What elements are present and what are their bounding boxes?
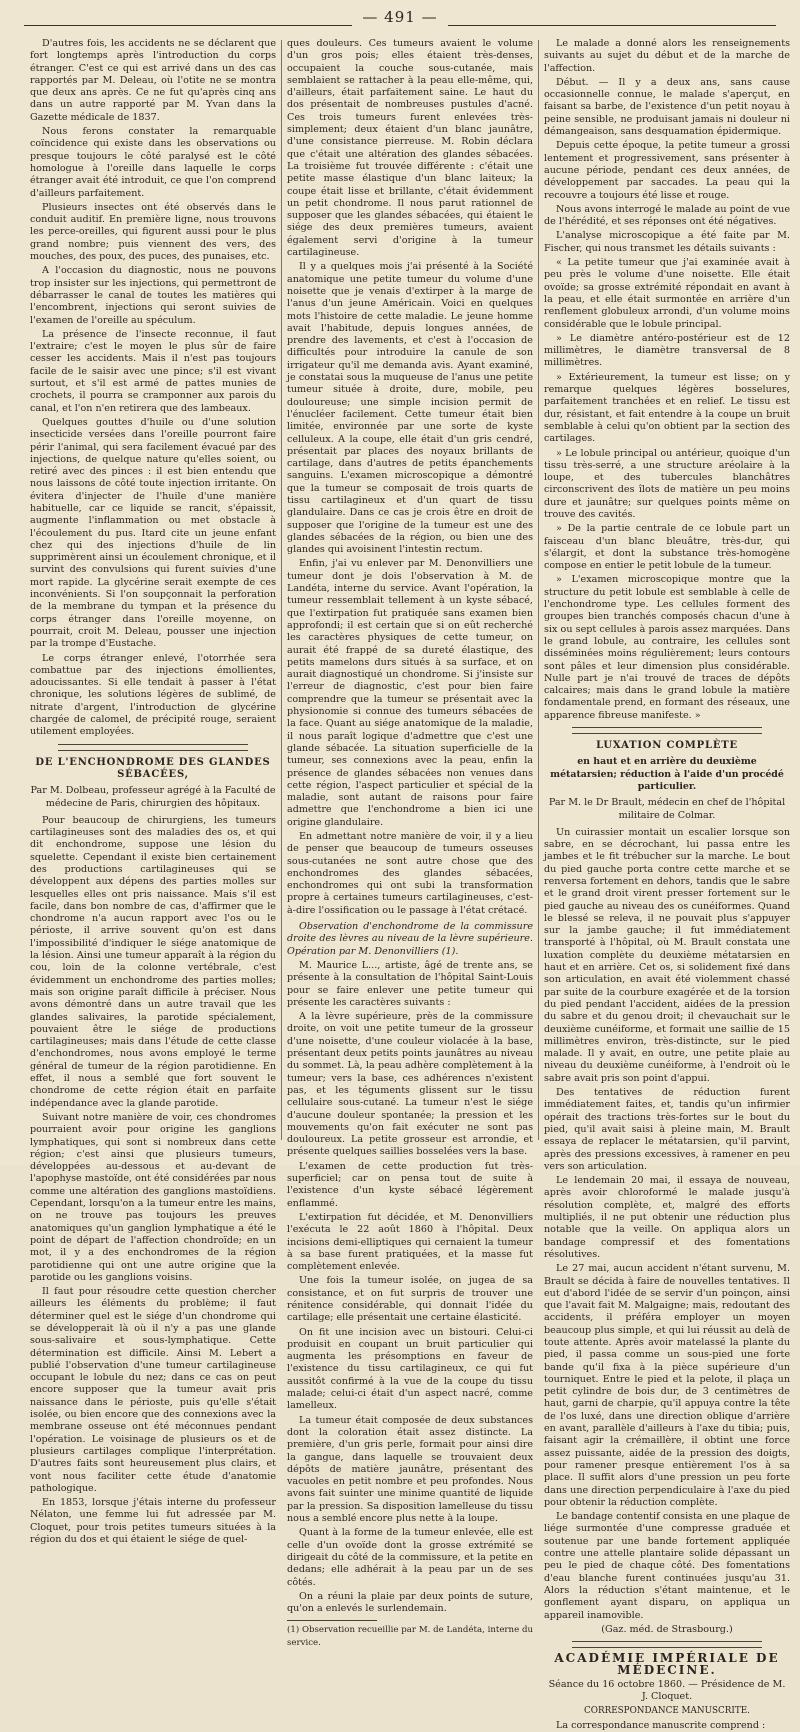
paragraph: Il y a quelques mois j'ai présenté à la Société anatomique une petite tumeur du volume d'une noisette que je venais d'extirper à la marge de l'anus d'un jeune Américain. Voici en quelques mots l'histoire de cette maladie. Le jeune homme avait l'habitude, depuis longues années, de prendre des lavements, et c'est à l'occasion de difficultés pour introduire la canule de son irrigateur qu'il me demanda avis. Ayant examiné, je constatai sous la muqueuse de l'anus une petite tumeur située à droite, dure, mobile, peu douloureuse; une simple incision permit de l'énucléer facilement. Cette tumeur était bien limitée, environnée par une sorte de kyste celluleux. A la coupe, elle était d'un gris cendré, présentait par places des noyaux brillants de cartilage, dans d'autres de petits épanchements sanguins. L'examen microscopique a démontré que la tumeur se composait de trois quarts de tissu cartilagineux et d'un quart de tissu glandulaire. Dans ce cas je crois être en droit de supposer que l'origine de la tumeur est une des glandes sébacées de la région, ou bien une des glandes qui avoisinent l'intestin rectum. [287,261,533,556]
paragraph: Pour beaucoup de chirurgiens, les tumeurs cartilagineuses sont des maladies des os, et qui dit enchondrome, suppose une lésion du squelette. Cependant il existe bien certainement des productions cartilagineuses qui se développent aux dépens des parties molles sur lesquelles elles ont pris naissance. Mais s'il est facile, dans bon nombre de cas, d'affirmer que le chondrome n'a aucun rapport avec l'os ou le périoste, il arrive souvent qu'on est dans l'impossibilité d'indiquer le siége anatomique de la lésion. Ainsi une tumeur apparaît à la région du cou, loin de la colonne vertébrale, c'est évidemment un enchondrome des parties molles; mais son origine paraît difficile à préciser. Nous avons démontré dans un autre travail que les glandes salivaires, la parotide spécialement, pouvaient être le siége de productions cartilagineuses; mais dans l'étude de cette classe d'enchondromes, nous avons employé le terme général de tumeur de la région parotidienne. En effet, il nous a semblé que fort souvent le chondrome de cette région était en parfaite indépendance avec la glande parotide. [30,814,276,1109]
subsection-heading: CORRESPONDANCE MANUSCRITE. [584,1706,750,1717]
article-subheading: en haut et en arrière du deuxième métatarsien; réduction à l'aide d'un procédé particulier. [550,756,784,792]
paragraph: « La petite tumeur que j'ai examinée avait à peu près le volume d'une noisette. Elle était ovoïde; sa grosse extrémité répondait en avant à la peau, et elle était surmontée en arrière d'un renflement globuleux arrondi, d'un volume moins considérable que le lobule principal. [544,257,790,330]
paragraph: Enfin, j'ai vu enlever par M. Denonvilliers une tumeur dont je dois l'observation à M. de Landéta, interne du service. Avant l'opération, la tumeur ressemblait tellement à un kyste sébacé, que l'extirpation fut pratiquée sans examen bien approfondi; il est certain que si on eût recherché les caractères physiques de cette tumeur, on aurait été frappé de sa dureté élastique, des petits mamelons durs situés à sa surface, et on aurait diagnostiqué un chondrome. Si j'insiste sur l'erreur de diagnostic, c'est pour bien faire comprendre que la tumeur se présentait avec la physionomie si connue des tumeurs sébacées de la face. Quant au siége anatomique de la maladie, il nous paraît logique d'admettre que c'est une glande sébacée. La situation superficielle de la tumeur, ses connexions avec la peau, enfin la présence de glandes sébacées non venues dans cette région, l'aspect particulier et spécial de la maladie, sont autant de raisons pour faire admettre que l'enchondrome a bien ici une origine glandulaire. [287,558,533,828]
ornament-divider [572,1641,762,1648]
paragraph: Quelques gouttes d'huile ou d'une solution insecticide versées dans l'oreille pourront faire périr l'animal, qui sera facilement évacué par des injections, de quelque nature qu'elles soient, ou retiré avec des pinces : il est bien entendu que nous laissons de côté toute injection irritante. On évitera d'injecter de l'huile d'une manière habituelle, car ce liquide se rancit, s'épaissit, augmente l'inflammation ou met obstacle à l'écoulement du pus. Itard cite un jeune enfant chez qui des injections d'huile de lin supprimèrent ainsi un écoulement chronique, et il survint des convulsions qui furent suivies d'une mort rapide. La glycérine serait exempte de ces inconvénients. Si l'on soupçonnait la perforation de la membrane du tympan et la présence du corps étranger dans l'oreille moyenne, on pourrait, croit M. Deleau, pousser une injection par la trompe d'Eustache. [30,416,276,650]
article-author: Par M. Dolbeau, professeur agrégé à la Faculté de médecine de Paris, chirurgien des hôpitaux. [30,785,276,809]
paragraph: Le 27 mai, aucun accident n'étant survenu, M. Brault se décida à faire de nouvelles tentatives. Il eut d'abord l'idée de se servir d'un poinçon, ainsi que l'avait fait M. Malgaigne; mais, redoutant des accidents, il préféra employer un moyen beaucoup plus simple, et qui lui réussit au delà de toute attente. Après avoir matelassé la plante du pied, il passa comme un sous-pied une forte bande qu'il fixa à la pièce supérieure d'un tourniquet. Entre le pied et la pelote, il plaça un petit cylindre de bois dur, de 3 centimètres de haut, garni de charpie, qu'il appuya contre la tête de l'os luxé, dans une direction oblique d'arrière en avant, parallèle d'ailleurs à l'axe du tibia; puis, faisant agir la crémaillère, il obtint une force assez puissante, aidée de la pression des doigts, pour ramener presque entièrement l'os à sa place. Il suffit alors d'une pression un peu forte dans une direction perpendiculaire à l'axe du pied pour obtenir la réduction complète. [544,1263,790,1508]
article-heading: DE L'ENCHONDROME DES GLANDES SÉBACÉES, [35,756,271,780]
paragraph: ques douleurs. Ces tumeurs avaient le volume d'un gros pois; elles étaient très-denses, occupaient la couche sous-cutanée, mais semblaient se rattacher à la peau elle-même, qui, d'ailleurs, était parfaitement saine. Le haut du dos présentait de nombreuses pustules d'acné. Ces trois tumeurs furent enlevées très-simplement; deux étaient d'un blanc jaunâtre, d'une consistance pierreuse. M. Robin déclara que c'était une altération des glandes sébacées. La troisième fut trouvée différente : c'était une petite masse élastique d'un blanc laiteux; la coupe était lisse et brillante, c'était évidemment un petit chondrome. Il nous parut rationnel de supposer que les glandes sébacées, qui étaient le siége des deux premières tumeurs, avaient également servi d'origine à la tumeur cartilagineuse. [287,38,533,259]
column-1 [30,38,276,1546]
article-author: Par M. le Dr Brault, médecin en chef de l'hôpital militaire de Colmar. [548,797,786,821]
paragraph: » Extérieurement, la tumeur est lisse; on y remarque quelques légères bosselures, parfaitement tranchées et en relief. Le tissu est dur, résistant, et fait entendre à la coupe un bruit semblable à celui qu'on obtient par la section des cartilages. [544,371,790,445]
paragraph: » L'examen microscopique montre que la structure du petit lobule est semblable à celle de l'enchondrome type. Les cellules forment des groupes bien tranchés composés chacun d'une à six ou sept cellules à parois assez marquées. Dans le grand lobule, au contraire, les cellules sont disséminées moins régulièrement; leurs contours sont pâles et leur dimension plus considérable. Nulle part je n'ai trouvé de traces de dépôts calcaires; mais dans le grand lobule la matière fondamentale prend, en formant des réseaux, une apparence fibreuse manifeste. » [544,574,790,721]
paragraph: Depuis cette époque, la petite tumeur a grossi lentement et progressivement, sans présenter à aucune période, pendant ces deux années, de développement par saccades. La peau qui la recouvre a toujours été lisse et rouge. [544,140,790,201]
page-header [0,6,800,32]
footnote-rule [287,1620,377,1621]
paragraph: En admettant notre manière de voir, il y a lieu de penser que beaucoup de tumeurs osseuses sous-cutanées ne sont autre chose que des enchondromes des glandes sébacées, enchondromes qui ont subi la transformation propre à certaines tumeurs cartilagineuses, c'est-à-dire l'ossification ou le passage à l'état crétacé. [287,831,533,916]
paragraph: La tumeur était composée de deux substances dont la coloration était assez distincte. La première, d'un gris perle, formait pour ainsi dire la gangue, dans laquelle se trouvaient deux dépôts de matière jaunâtre, présentant des vacuoles en petit nombre et peu profondes. Nous avons fait suinter une minime quantité de liquide par la pression. Sa disposition lamelleuse du tissu nous a semblé encore plus nette à la loupe. [287,1414,533,1525]
column-separator [281,40,282,1140]
paragraph: Le lendemain 20 mai, il essaya de nouveau, après avoir chloroformé le malade jusqu'à résolution complète, et, malgré des efforts multipliés, il ne put obtenir une réduction plus notable que la veille. On appliqua alors un bandage compressif et des fomentations résolutives. [544,1175,790,1260]
paragraph: Début. — Il y a deux ans, sans cause occasionnelle connue, le malade s'aperçut, en faisant sa barbe, de l'existence d'un petit noyau à peine sensible, ne produisant jamais ni douleur ni démangeaison, sans desquamation épidermique. [544,76,790,138]
paragraph: La correspondance manuscrite comprend : [556,1719,766,1731]
article-heading: LUXATION COMPLÈTE [596,740,738,752]
paragraph: Le bandage contentif consista en une plaque de liége surmontée d'une compresse graduée et soutenue par une bande fortement appliquée contre une attelle plantaire solide dépassant un peu le pied de chaque côté. Des fomentations d'eau blanche furent continuées jusqu'au 31. Alors la réduction s'étant maintenue, et le gonflement ayant disparu, on appliqua un appareil inamovible. [544,1511,790,1621]
paragraph: Le corps étranger enlevé, l'otorrhée sera combattue par des injections émollientes, adoucissantes. Si elle tendait à passer à l'état chronique, les solutions légères de sublimé, de nitrate d'argent, l'introduction de glycérine chargée de calomel, de précipité rouge, seraient utilement employées. [30,652,276,738]
paragraph: A la lèvre supérieure, près de la commissure droite, on voit une petite tumeur de la grosseur d'une noisette, d'une couleur violacée à la base, présentant deux petits points jaunâtres au niveau du sommet. Là, la peau adhère complètement à la tumeur; vers la base, ces adhérences n'existent pas, et les téguments glissent sur le tissu cellulaire sous-cutané. La tumeur n'est le siége d'aucune douleur spontanée; la pression et les mouvements qu'on fait exécuter ne sont pas douloureux. La petite grosseur est arrondie, et présente quelques saillies bosselées vers la base. [287,1011,533,1158]
column-2 [287,38,533,1648]
paragraph: La présence de l'insecte reconnue, il faut l'extraire; c'est le moyen le plus sûr de faire cesser les accidents. Mais il n'est pas toujours facile de le saisir avec une pince; s'il est vivant surtout, et s'il est armé de pattes munies de crochets, il pourra se cramponner aux parois du canal, et l'on n'en retirera que des lambeaux. [30,328,276,414]
paragraph: Le malade a donné alors les renseignements suivants au sujet du début et de la marche de l'affection. [544,38,790,74]
paragraph: Une fois la tumeur isolée, on jugea de sa consistance, et on fut surpris de trouver une rénitence considérable, qui donnait l'idée du cartilage; elle présentait une certaine élasticité. [287,1275,533,1324]
column-separator [538,40,539,1140]
paragraph: » Le lobule principal ou antérieur, quoique d'un tissu très-serré, a une structure aréolaire à la loupe, et des tubercules blanchâtres circonscrivent des îlots de matière un peu moins dure et jaunâtre; sur quelques points même on trouve des cavités. [544,447,790,520]
paragraph: Plusieurs insectes ont été observés dans le conduit auditif. En première ligne, nous trouvons les perce-oreilles, qui figurent aussi pour le plus grand nombre; puis viennent des vers, des mouches, des poux, des puces, des punaises, etc. [30,201,276,263]
paragraph: Quant à la forme de la tumeur enlevée, elle est celle d'un ovoïde dont la grosse extrémité se dirigeait du côté de la commissure, et la petite en dedans; elle adhérait à la peau par un de ses côtés. [287,1527,533,1588]
paragraph: D'autres fois, les accidents ne se déclarent que fort longtemps après l'introduction du corps étranger. C'est ce qui est arrivé dans un des cas rapportés par M. Deleau, où l'otite ne se montra que deux ans après. Ce ne fut qu'après cinq ans dans un autre rapporté par M. Yvan dans la Gazette médicale de 1837. [30,38,276,123]
paragraph: A l'occasion du diagnostic, nous ne pouvons trop insister sur les injections, qui permettront de débarrasser le canal de toutes les matières qui l'encombrent, injections qui seront suivies de l'examen de l'oreille au spéculum. [30,265,276,326]
paragraph: » De la partie centrale de ce lobule part un faisceau d'un blanc bleuâtre, très-dur, qui s'élargit, et dont la substance très-homogène compose en entier le petit lobule de la tumeur. [544,523,790,572]
column-3 [544,38,790,1731]
paragraph: M. Maurice L..., artiste, âgé de trente ans, se présente à la consultation de l'hôpital Saint-Louis pour se faire enlever une petite tumeur qui présente les caractères suivants : [287,959,533,1008]
paragraph: Il faut pour résoudre cette question chercher ailleurs les éléments du problème; il faut déterminer quel est le siége d'un chondrome qui se développerait là où il n'y a pas une glande sous-salivaire et sous-lymphatique. Cette détermination est difficile. Ainsi M. Lebert a publié l'observation d'une tumeur cartilagineuse occupant le lobule du nez; dans ce cas on peut encore supposer que la tumeur avait pris naissance dans le périoste, puis qu'elle s'était isolée, ou bien encore que des connexions avec la membrane osseuse ont été méconnues pendant l'opération. Le voisinage de plusieurs os et de plusieurs cartilages complique l'interprétation. D'autres faits sont heureusement plus clairs, et vont nous faciliter cette étude d'anatomie pathologique. [30,1286,276,1494]
paragraph: En 1853, lorsque j'étais interne du professeur Nélaton, une femme lui fut adressée par M. Cloquet, pour trois petites tumeurs situées à la région du dos et qui étaient le siége de quel- [30,1497,276,1546]
paragraph: Nous ferons constater la remarquable coïncidence qui existe dans les observations ou presque toujours le côté paralysé est le côté homologue à l'oreille dans laquelle le corps étranger avait été introduit, ce que l'on comprend d'ailleurs parfaitement. [30,126,276,199]
ornament-divider [572,727,762,734]
footnote: (1) Observation recueillie par M. de Landéta, interne du service. [287,1625,533,1648]
paragraph: Un cuirassier montait un escalier lorsque son sabre, en se décrochant, lui passa entre les jambes et le fit trébucher sur la marche. Le bout du pied gauche porta contre cette marche et se renversa fortement en dehors, tandis que le sabre et le grand droit virent presser fortement sur le pied gauche au niveau des os cunéiformes. Quand le blessé se releva, il ne pouvait plus s'appuyer sur la jambe gauche; il fut immédiatement transporté à l'hôpital, où M. Brault constata une luxation complète du deuxième métatarsien en haut et en arrière. Cet os, si solidement fixé dans son articulation, en avait été violemment chassé par suite de la courbure exagérée et de la torsion du pied pendant l'accident, aidées de la pression du sabre et du genou droit; il chevauchait sur le deuxième cunéiforme, et formait une saillie de 15 millimètres environ, très-distincte, sur le pied malade. Il y avait, en outre, une petite plaie au niveau du deuxième cunéiforme, à l'endroit où le sabre avait pris son point d'appui. [544,826,790,1084]
paragraph: L'examen de cette production fut très-superficiel; car on pensa tout de suite à l'existence d'un kyste sébacé légèrement enflammé. [287,1160,533,1209]
paragraph: L'analyse microscopique a été faite par M. Fischer, qui nous transmet les détails suivants : [544,230,790,254]
paragraph: Des tentatives de réduction furent immédiatement faites, et, tandis qu'un infirmier opérait des tractions très-fortes sur le bout du pied, qu'il avait saisi à pleine main, M. Brault essaya de replacer le métatarsien, qu'il parvint, après des pressions excessives, à ramener en peu vers son articulation. [544,1087,790,1172]
paragraph: On a réuni la plaie par deux points de suture, qu'on a enlevés le surlendemain. [287,1590,533,1615]
page-number: — 491 — [0,8,800,26]
paragraph: Suivant notre manière de voir, ces chondromes pourraient avoir pour origine les ganglions lymphatiques, qui sont si nombreux dans cette région; c'est ainsi que plusieurs tumeurs, développées au-dessous et au-devant de l'apophyse mastoïde, ont été considérées par nous comme une altération des ganglions mastoïdiens. Cependant, lorsqu'on a la tumeur entre les mains, on ne trouve pas toujours les preuves anatomiques qu'un ganglion lymphatique a été le point de départ de l'affection chondroïde; en un mot, il y a des enchondromes de la région parotidienne qui ont une autre origine que la parotide ou les ganglions voisins. [30,1111,276,1283]
paragraph: On fit une incision avec un bistouri. Celui-ci produisit en coupant un bruit particulier qui augmenta les présomptions en faveur de l'existence du tissu cartilagineux, ce qui fut aussitôt confirmé à la vue de la coupe du tissu malade; celui-ci était d'un aspect nacré, comme lamelleux. [287,1326,533,1412]
paragraph: Nous avons interrogé le malade au point de vue de l'hérédité, et ses réponses ont été négatives. [544,203,790,228]
section-heading: ACADÉMIE IMPÉRIALE DE MÉDECINE. [554,1651,780,1678]
paragraph: L'extirpation fut décidée, et M. Denonvilliers l'exécuta le 22 août 1860 à l'hôpital. Deux incisions demi-elliptiques qui cernaient la tumeur à sa base furent pratiquées, et la masse fut complètement enlevée. [287,1211,533,1273]
ornament-divider [58,744,248,751]
session-line: Séance du 16 octobre 1860. — Présidence de M. J. Cloquet. [548,1678,786,1702]
source-citation: (Gaz. méd. de Strasbourg.) [601,1623,733,1635]
paragraph: » Le diamètre antéro-postérieur est de 12 millimètres, le diamètre transversal de 8 millimètres. [544,332,790,369]
observation-title: Observation d'enchondrome de la commissure droite des lèvres au niveau de la lèvre supérieure. Opération par M. Denonvilliers (1). [287,921,533,957]
